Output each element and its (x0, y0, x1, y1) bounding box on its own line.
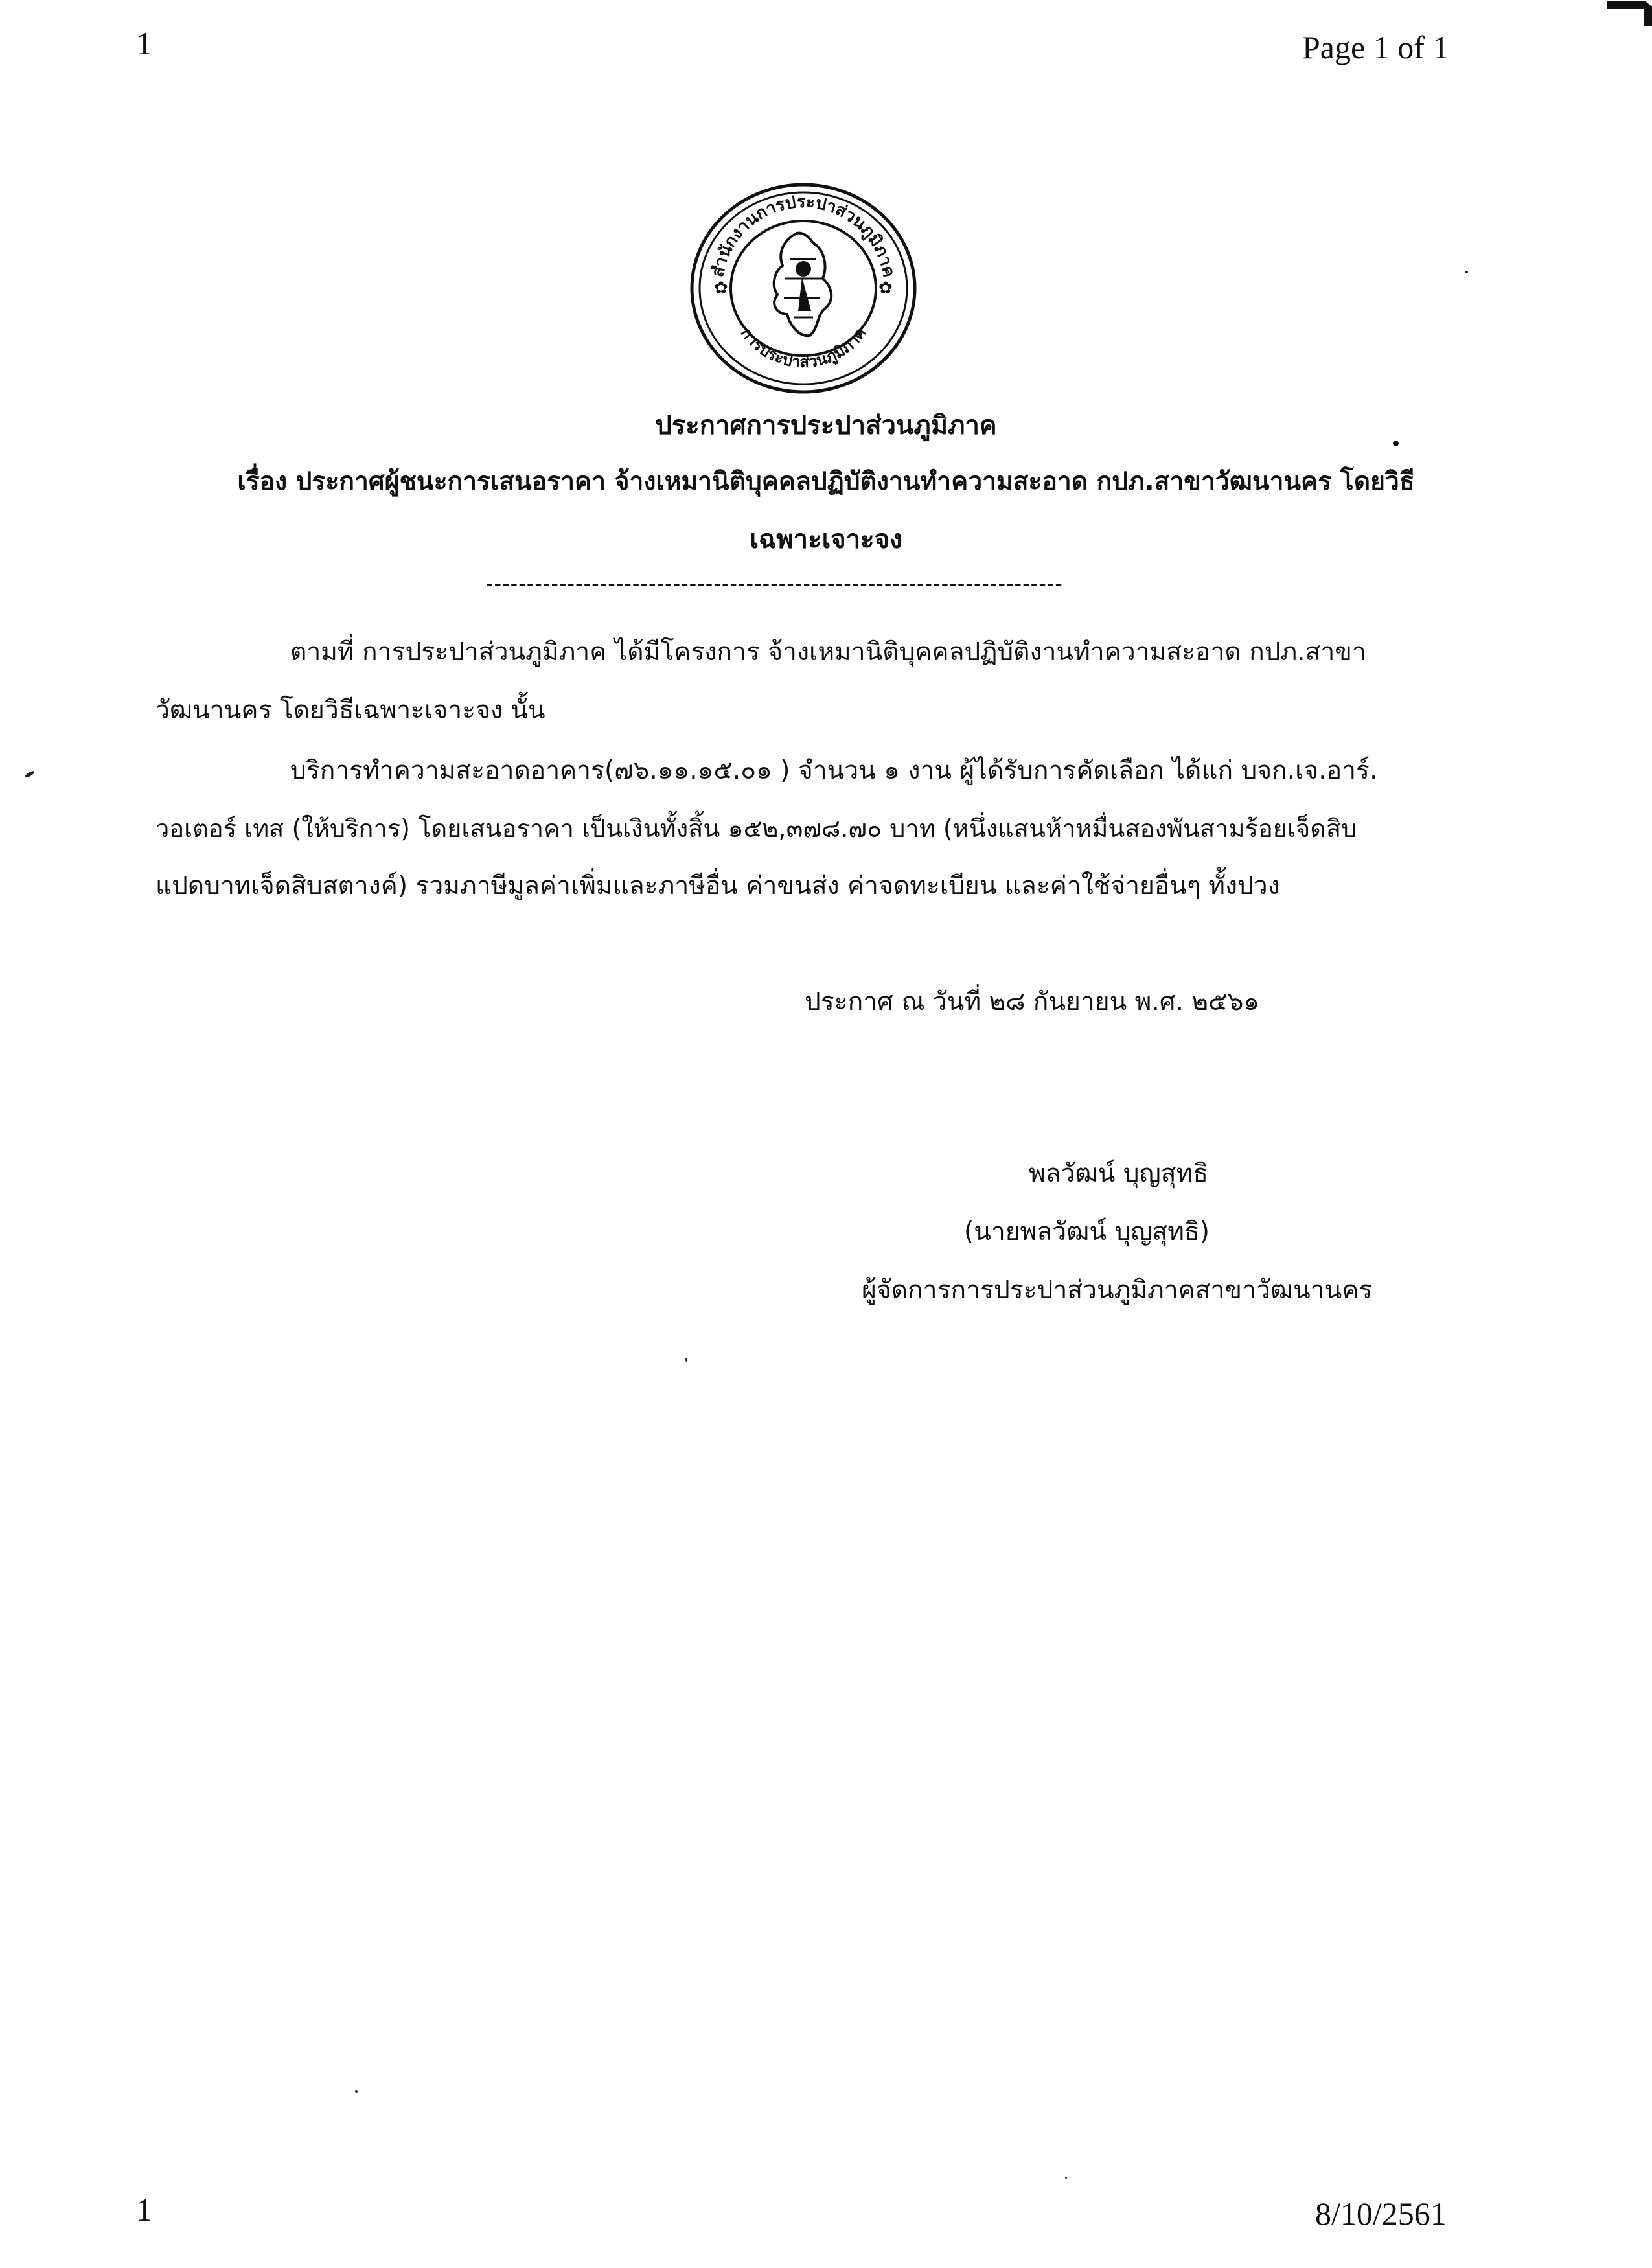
body-paragraph-2-line-1: บริการทำความสะอาดอาคาร(๗๖.๑๑.๑๕.๐๑ ) จำนวน ๑ งาน ผู้ได้รับการคัดเลือก ได้แก่ บจก.เจ.อาร์. (290, 756, 1378, 785)
scan-speck (1465, 271, 1468, 273)
header-page-number: 1 (136, 25, 152, 62)
announcement-title: ประกาศการประปาส่วนภูมิภาค (655, 411, 997, 441)
scan-speck (355, 2090, 358, 2093)
body-paragraph-2-line-2: วอเตอร์ เทส (ให้บริการ) โดยเสนอราคา เป็นเงินทั้งสิ้น ๑๕๒,๓๗๘.๗๐ บาท (หนึ่งแสนห้าหมื่นสองพันสามร้อยเจ็ดสิบ (155, 814, 1357, 843)
pwa-seal-logo (687, 181, 920, 395)
body-paragraph-1-line-2: วัฒนานคร โดยวิธีเฉพาะเจาะจง นั้น (155, 696, 545, 725)
announcement-subject: เรื่อง ประกาศผู้ชนะการเสนอราคา จ้างเหมานิติบุคคลปฏิบัติงานทำความสะอาด กปภ.สาขาวัฒนานคร โดยวิธี (237, 467, 1415, 496)
corner-mark (1607, 0, 1652, 26)
title-separator: ----------------------------------------------------------------------- (486, 571, 1063, 596)
seal-top-text: สำนักงานการประปาส่วนภูมิภาค (707, 192, 899, 279)
signer-position: ผู้จัดการการประปาส่วนภูมิภาคสาขาวัฒนานคร (862, 1276, 1373, 1305)
seal-bottom-text: การประปาส่วนภูมิภาค (737, 324, 870, 371)
footer-date: 8/10/2561 (1315, 2195, 1447, 2232)
svg-text:การประปาส่วนภูมิภาค (737, 324, 870, 371)
svg-text:✿: ✿ (714, 279, 728, 298)
scan-mark (25, 770, 36, 778)
body-paragraph-2-line-3: แปดบาทเจ็ดสิบสตางค์) รวมภาษีมูลค่าเพิ่มและภาษีอื่น ค่าขนส่ง ค่าจดทะเบียน และค่าใช้จ่ายอื่นๆ ทั้งปวง (155, 871, 1280, 900)
body-paragraph-1-line-1: ตามที่ การประปาส่วนภูมิภาค ได้มีโครงการ จ้างเหมานิติบุคคลปฏิบัติงานทำความสะอาด กปภ.สาขา (290, 637, 1366, 667)
scan-speck (685, 1358, 687, 1362)
signer-full-name: (นายพลวัฒน์ บุญสุทธิ) (964, 1217, 1210, 1246)
header-page-of: Page 1 of 1 (1302, 29, 1449, 65)
announcement-subject-cont: เฉพาะเจาะจง (750, 525, 902, 555)
ink-dot (1393, 441, 1399, 446)
svg-text:✿: ✿ (878, 279, 893, 298)
footer-page-number: 1 (136, 2192, 152, 2228)
signer-name: พลวัฒน์ บุญสุทธิ (1029, 1159, 1209, 1188)
scan-speck (1065, 2177, 1067, 2179)
announcement-date: ประกาศ ณ วันที่ ๒๘ กันยายน พ.ศ. ๒๕๖๑ (805, 987, 1260, 1016)
